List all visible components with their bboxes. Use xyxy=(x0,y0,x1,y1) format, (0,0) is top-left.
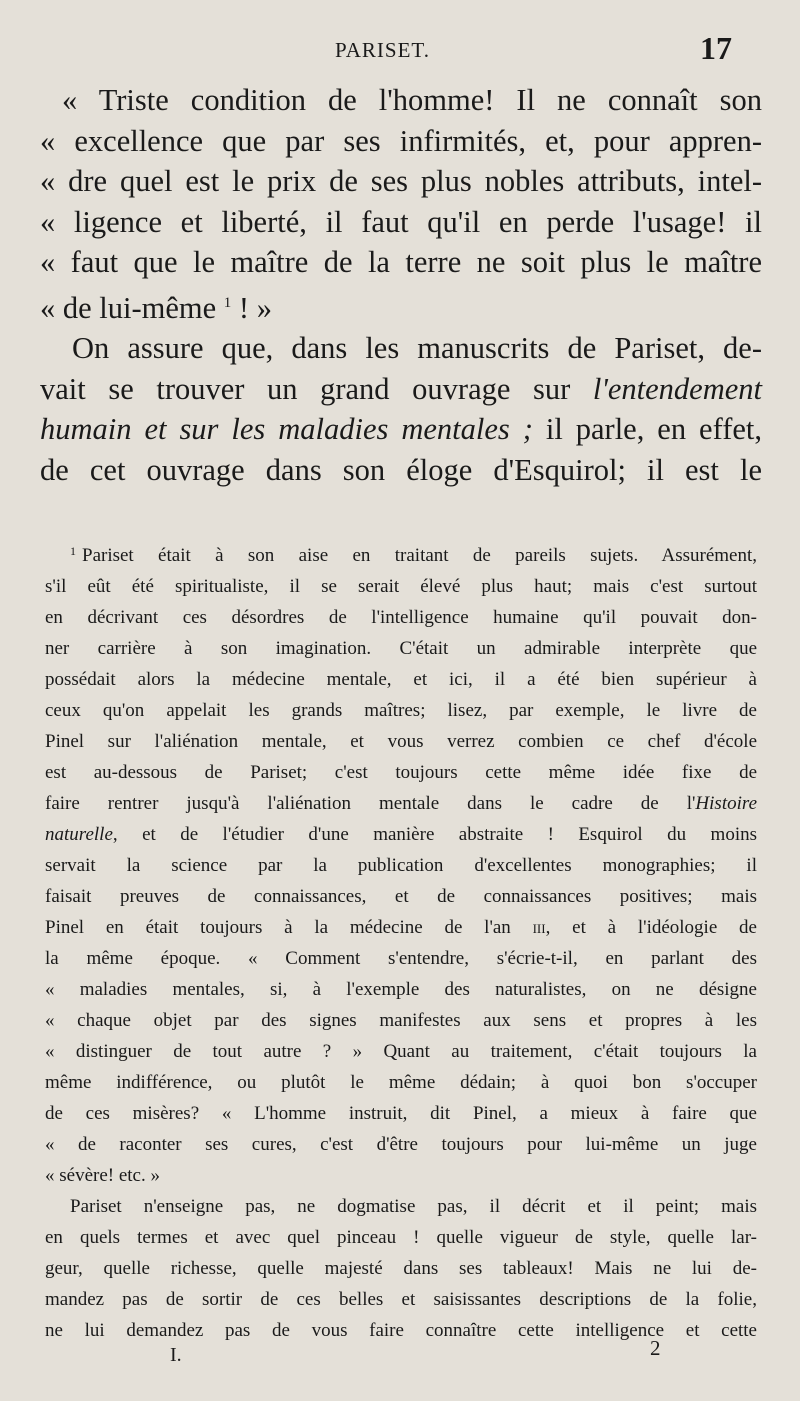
body-line: « dre quel est le prix de ses plus nobles attributs, intel- xyxy=(40,164,762,198)
footnote-line: la même époque. « Comment s'entendre, s'écrie-t-il, en parlant des xyxy=(45,948,757,969)
body-line: « excellence que par ses infirmités, et, pour appren- xyxy=(40,123,762,158)
footnote-line: en décrivant ces désordres de l'intelligence humaine qu'il pouvait don- xyxy=(45,607,757,628)
running-head: PARISET. xyxy=(335,38,430,62)
page-footer xyxy=(0,1336,800,1376)
footnote-line: ner carrière à son imagination. C'était un admirable interprète que xyxy=(45,638,757,659)
footnote-line: Pariset n'enseigne pas, ne dogmatise pas, il décrit et il peint; mais xyxy=(70,1196,757,1217)
signature-number: 2 xyxy=(650,1336,661,1360)
footnote-line: servait la science par la publication d'excellentes monographies; il xyxy=(45,855,757,876)
body-line: vait se trouver un grand ouvrage sur l'entendement xyxy=(40,371,763,406)
footnote-line: « chaque objet par des signes manifestes aux sens et propres à les xyxy=(45,1010,757,1031)
footnote-marker: 1 xyxy=(70,544,76,558)
body-line: On assure que, dans les manuscrits de Pariset, de- xyxy=(72,331,762,366)
main-body xyxy=(40,80,762,490)
body-line: humain et sur les maladies mentales ; il parle, en effet, xyxy=(40,412,762,447)
footnote-line: de ces misères? « L'homme instruit, dit Pinel, a mieux à faire que xyxy=(45,1103,757,1124)
footnote-line: « distinguer de tout autre ? » Quant au traitement, c'était toujours la xyxy=(45,1041,757,1062)
footnote-line: naturelle, et de l'étudier d'une manière abstraite ! Esquirol du moins xyxy=(45,824,757,845)
footnote-line: ne lui demandez pas de vous faire connaître cette intelligence et cette xyxy=(45,1320,757,1341)
footnote-line: $^1$ Pariset était à son aise en traitant de pareils sujets. Assurément, xyxy=(70,544,757,566)
footnote-line: s'il eût été spiritualiste, il se serait élevé plus haut; mais c'est surtout xyxy=(45,576,757,597)
body-line: « Triste condition de l'homme! Il ne connaît son xyxy=(62,83,762,117)
signature-mark: I. xyxy=(170,1344,182,1366)
footnote-line: même indifférence, ou plutôt le même dédain; à quoi bon s'occuper xyxy=(45,1072,757,1093)
footnote-line: en quels termes et avec quel pinceau ! quelle vigueur de style, quelle lar- xyxy=(45,1227,757,1248)
footnote-line: est au-dessous de Pariset; c'est toujours cette même idée fixe de xyxy=(45,762,757,783)
footnote-line: faire rentrer jusqu'à l'aliénation mentale dans le cadre de l'Histoire xyxy=(45,793,757,814)
footnote-line: mandez pas de sortir de ces belles et saisissantes descriptions de la folie, xyxy=(45,1289,757,1310)
footnote-line: Pinel sur l'aliénation mentale, et vous verrez combien ce chef d'école xyxy=(45,731,757,752)
page-number: 17 xyxy=(700,30,732,66)
footnote-reference: 1 xyxy=(223,294,232,311)
footnote-line: « sévère! etc. » xyxy=(45,1165,160,1186)
footnote-line: « de raconter ses cures, c'est d'être toujours pour lui-même un juge xyxy=(45,1134,757,1155)
footnote-line: ceux qu'on appelait les grands maîtres; lisez, par exemple, le livre de xyxy=(45,700,757,721)
body-line: « de lui-même $^1$ ! » xyxy=(40,290,272,325)
footnote-line: possédait alors la médecine mentale, et ici, il a été bien supérieur à xyxy=(45,669,757,690)
footnote-line: faisait preuves de connaissances, et de connaissances positives; mais xyxy=(45,886,757,907)
footnote-line: « maladies mentales, si, à l'exemple des naturalistes, on ne désigne xyxy=(45,979,757,1000)
footnote xyxy=(45,536,757,1346)
page-header xyxy=(0,30,800,74)
footnote-line: geur, quelle richesse, quelle majesté dans ses tableaux! Mais ne lui de- xyxy=(45,1258,757,1279)
body-line: « ligence et liberté, il faut qu'il en perde l'usage! il xyxy=(40,204,762,239)
footnote-line: Pinel en était toujours à la médecine de l'an iii, et à l'idéologie de xyxy=(45,917,757,938)
body-line: de cet ouvrage dans son éloge d'Esquirol; il est le xyxy=(40,452,762,487)
body-line: « faut que le maître de la terre ne soit plus le maître xyxy=(40,245,762,279)
